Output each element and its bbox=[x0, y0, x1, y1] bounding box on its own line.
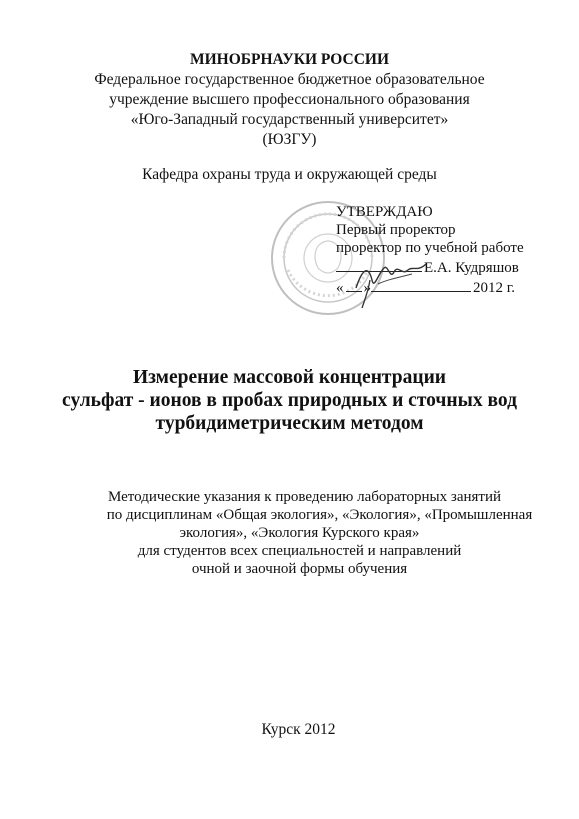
city-year: Курск 2012 bbox=[261, 721, 336, 738]
document-title bbox=[0, 366, 579, 435]
department-name: Кафедра охраны труда и окружающей среды bbox=[142, 166, 437, 183]
title-line-3: турбидиметрическим методом bbox=[155, 413, 424, 434]
description-line-5: очной и заочной формы обучения bbox=[191, 561, 408, 577]
title-line-1: Измерение массовой концентрации bbox=[132, 367, 447, 388]
title-line-2: сульфат - ионов в пробах природных и сточных вод bbox=[62, 390, 517, 411]
institution-abbrev: (ЮЗГУ) bbox=[262, 131, 317, 148]
approver-position-1: Первый проректор bbox=[336, 222, 456, 238]
day-blank bbox=[346, 277, 362, 292]
institution-line-2: учреждение высшего профессионального образования bbox=[109, 91, 470, 108]
description-line-2: по дисциплинам «Общая экология», «Экология», «Промышленная bbox=[106, 507, 533, 523]
approval-date-line bbox=[336, 277, 566, 297]
approver-position-2: проректор по учебной работе bbox=[336, 240, 524, 256]
approval-block bbox=[336, 203, 566, 297]
signature-blank bbox=[336, 257, 422, 272]
approval-year: 2012 г. bbox=[473, 280, 515, 296]
description-line-3: экология», «Экология Курского края» bbox=[179, 525, 420, 541]
institution-header bbox=[0, 50, 579, 150]
date-quote-close: » bbox=[363, 280, 371, 296]
approval-heading: УТВЕРЖДАЮ bbox=[336, 204, 433, 220]
ministry-name: МИНОБРНАУКИ РОССИИ bbox=[189, 51, 390, 68]
document-description bbox=[0, 488, 579, 578]
month-blank bbox=[371, 277, 471, 292]
description-line-1: Методические указания к проведению лабораторных занятий bbox=[107, 489, 502, 505]
date-quote-open: « bbox=[336, 280, 344, 296]
description-line-4: для студентов всех специальностей и направлений bbox=[137, 543, 462, 559]
approver-name: Е.А. Кудряшов bbox=[424, 260, 519, 276]
signature-line bbox=[336, 257, 566, 277]
institution-line-3: «Юго-Западный государственный университет» bbox=[130, 111, 449, 128]
institution-line-1: Федеральное государственное бюджетное образовательное bbox=[94, 71, 485, 88]
